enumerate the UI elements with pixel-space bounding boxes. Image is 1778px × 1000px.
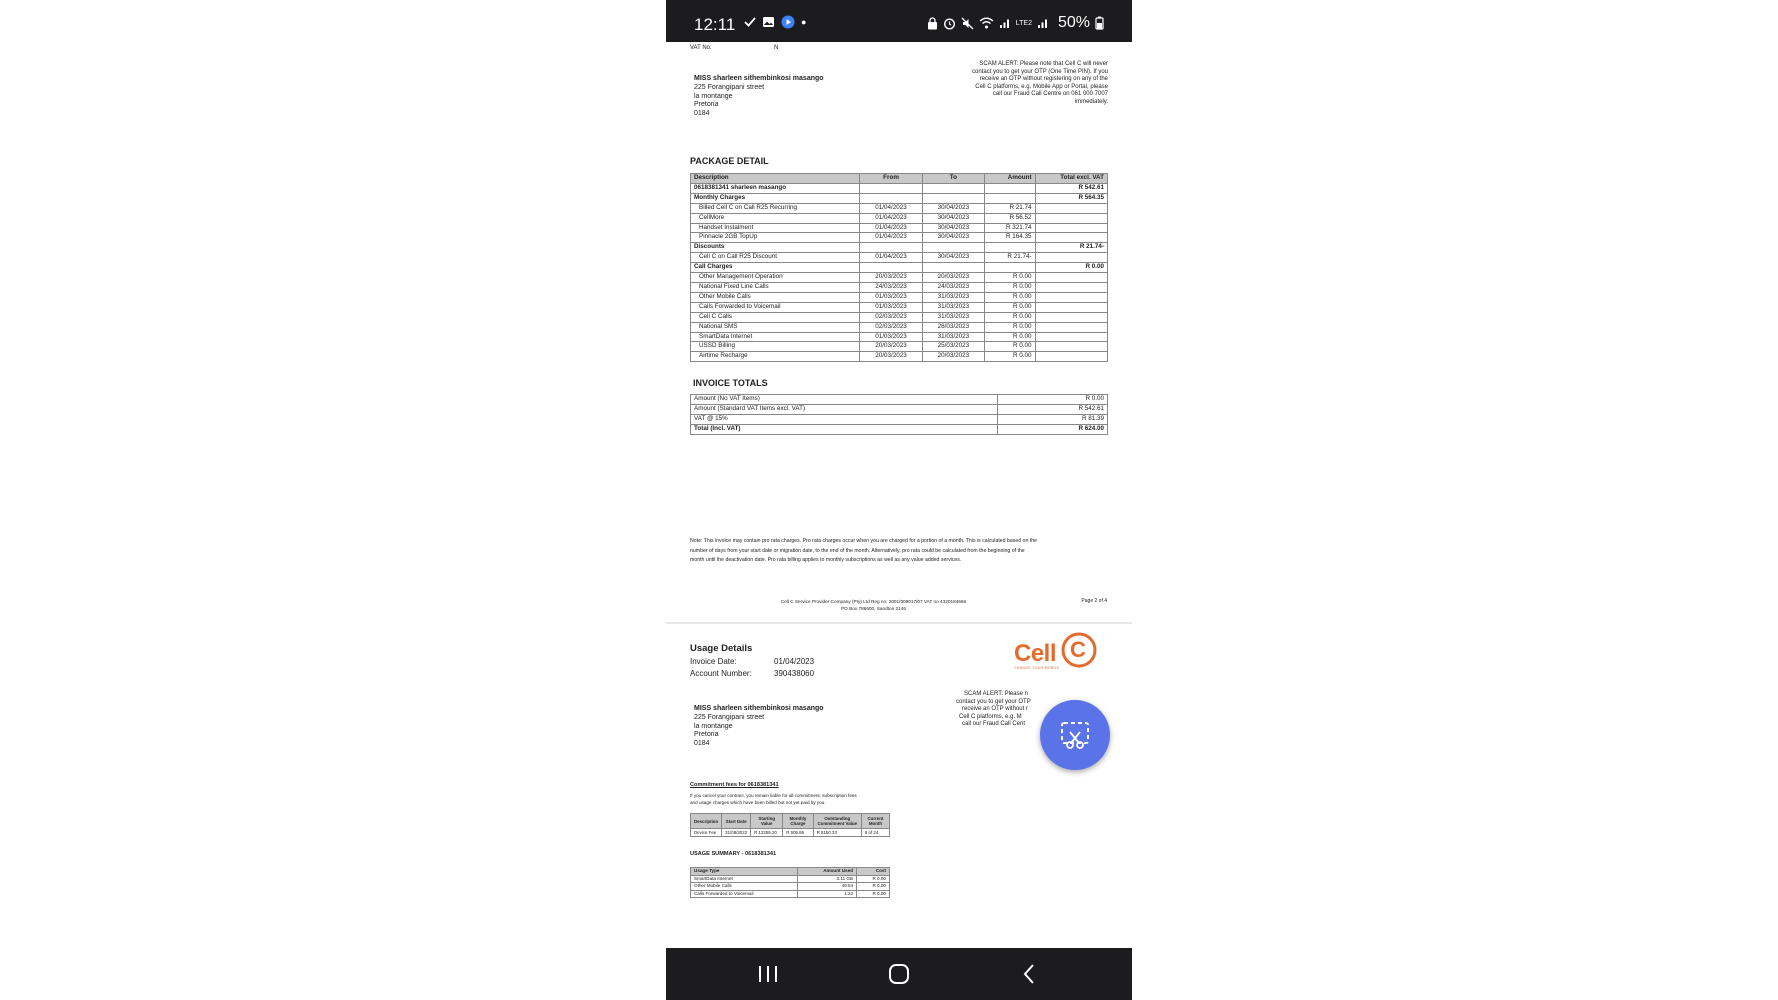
- account-number: 390438060: [774, 669, 815, 678]
- table-cell-to: 31/03/2023: [922, 312, 984, 322]
- col-header: Current Month: [861, 814, 889, 829]
- table-cell-from: 02/03/2023: [860, 312, 922, 322]
- totals-value: R 0.00: [998, 395, 1108, 405]
- commitment-line: and usage charges which have been billed but not yet paid by you.: [690, 799, 826, 805]
- commitment-line: If you cancel your contract, you remain liable for all commitment, subscription fees: [690, 793, 857, 798]
- table-cell-total: [1035, 273, 1107, 283]
- system-icons: [927, 14, 1104, 32]
- table-cell-total: R 21.74-: [1035, 243, 1107, 253]
- table-cell-to: 31/03/2023: [922, 332, 984, 342]
- home-button[interactable]: [879, 960, 919, 988]
- table-cell-from: 01/03/2023: [860, 302, 922, 312]
- table-cell-from: 20/03/2023: [860, 273, 922, 283]
- table-cell-total: [1035, 312, 1107, 322]
- table-cell-from: 01/03/2023: [860, 292, 922, 302]
- table-row: [691, 424, 1108, 434]
- table-cell-from: 24/03/2023: [860, 282, 922, 292]
- signal-icon-2: [1037, 17, 1049, 29]
- col-to: To: [922, 174, 984, 184]
- table-cell-to: 25/03/2023: [922, 342, 984, 352]
- table-cell-desc: Other Mobile Calls: [691, 292, 860, 302]
- table-row: [691, 203, 1108, 213]
- table-cell-from: 01/04/2023: [860, 213, 922, 223]
- col-header: Start Date: [722, 814, 751, 829]
- table-cell-total: [1035, 223, 1107, 233]
- table-cell-to: 31/03/2023: [922, 292, 984, 302]
- battery-icon: [1095, 16, 1104, 30]
- page-number: Page 2 of 4: [1081, 598, 1107, 604]
- table-cell-to: [922, 243, 984, 253]
- status-time: 12:11: [694, 15, 736, 34]
- table-cell-to: [922, 193, 984, 203]
- table-cell-to: 20/03/2023: [922, 352, 984, 362]
- table-cell-amount: [985, 263, 1036, 273]
- table-cell-to: 30/04/2023: [922, 233, 984, 243]
- table-cell-desc: Airtime Recharge: [691, 352, 860, 362]
- scam-alert-line: SCAM ALERT: Please n: [964, 691, 1028, 697]
- table-cell-total: R 564.35: [1035, 193, 1107, 203]
- customer-name: MISS sharleen sithembinkosi masango: [694, 705, 824, 712]
- table-cell-amount: R 0.00: [985, 273, 1036, 283]
- table-cell-to: 30/04/2023: [922, 213, 984, 223]
- table-row: [691, 223, 1108, 233]
- table-row: [691, 322, 1108, 332]
- table-row: [691, 292, 1108, 302]
- scam-alert-line: SCAM ALERT: Please note that Cell C will never: [979, 61, 1108, 67]
- note-line: month until the deactivation date. Pro rata billing applies to monthly subscriptions as well as any value added services.: [690, 557, 962, 563]
- table-cell-desc: Monthly Charges: [691, 193, 860, 203]
- customer-street: 225 Forangipani street: [694, 83, 765, 91]
- table-cell-desc: Call Charges: [691, 263, 860, 273]
- table-cell: Device Fee: [691, 829, 722, 837]
- table-cell-desc: National SMS: [691, 322, 860, 332]
- table-row: [691, 395, 1108, 405]
- table-cell: SmartData Internet: [691, 875, 798, 883]
- scam-alert-line: contact you to get your OTP (One Time PIN). If you: [972, 68, 1108, 75]
- table-cell-amount: R 0.00: [985, 282, 1036, 292]
- alarm-icon: [943, 17, 956, 30]
- logo-mark: C: [1070, 637, 1086, 662]
- customer-name: MISS sharleen sithembinkosi masango: [694, 75, 824, 82]
- table-cell-desc: Other Management Operation: [691, 273, 860, 283]
- table-row: [691, 233, 1108, 243]
- col-amount-used: Amount Used: [798, 868, 857, 876]
- scam-alert-line: call our Fraud Call Centre on 061 000 7007: [992, 91, 1108, 97]
- wifi-icon: [979, 17, 994, 29]
- screenshot-crop-icon: [1058, 718, 1092, 752]
- table-cell-desc: Billed Cell C on Call R25 Recurring: [691, 203, 860, 213]
- table-row: [691, 352, 1108, 362]
- totals-label: Amount (Standard VAT Items excl. VAT): [691, 404, 998, 414]
- signal-icon: [999, 17, 1011, 29]
- table-row: [691, 875, 890, 883]
- table-row: [691, 883, 890, 891]
- table-row: [691, 829, 890, 837]
- table-cell: 1:22: [798, 890, 857, 898]
- table-row: [691, 263, 1108, 273]
- table-cell-desc: Pinnacle 2GB TopUp: [691, 233, 860, 243]
- vat-value: N: [774, 45, 779, 51]
- table-cell-total: [1035, 342, 1107, 352]
- table-cell-desc: Discounts: [691, 243, 860, 253]
- table-cell-from: 20/03/2023: [860, 352, 922, 362]
- totals-label: Total (Incl. VAT): [691, 424, 998, 434]
- customer-city: Pretoria: [694, 731, 719, 739]
- scam-alert-line: call our Fraud Call Cent: [962, 721, 1026, 727]
- invoice-page-2: [666, 42, 1132, 627]
- customer-code: 0184: [694, 740, 710, 748]
- customer-address-2: [694, 705, 824, 749]
- table-row: [691, 282, 1108, 292]
- commitment-table: [690, 813, 890, 837]
- table-cell-desc: CellMore: [691, 213, 860, 223]
- table-cell-desc: SmartData Internet: [691, 332, 860, 342]
- table-cell-total: [1035, 352, 1107, 362]
- vat-label: VAT No:: [690, 45, 712, 51]
- table-cell-desc: Handset Instalment: [691, 223, 860, 233]
- table-row: [691, 253, 1108, 263]
- totals-value: R 81.39: [998, 414, 1108, 424]
- table-cell-desc: 0618381341 sharleen masango: [691, 183, 860, 193]
- table-cell-to: 31/03/2023: [922, 302, 984, 312]
- logo-tagline: CHANGE YOUR MOBILE: [1014, 666, 1060, 670]
- footer-company: Cell C Service Provider Company (Pty) Ltd Reg no: 2001/008017/07 VAT no 4320184666: [780, 599, 967, 604]
- gallery-icon: [762, 16, 775, 28]
- table-cell-amount: R 0.00: [985, 292, 1036, 302]
- invoice-date: 01/04/2023: [774, 657, 815, 666]
- recent-apps-button[interactable]: [748, 960, 788, 988]
- table-cell: Other Mobile Calls: [691, 883, 798, 891]
- table-cell-to: 20/03/2023: [922, 273, 984, 283]
- phone-screen: [666, 0, 1132, 1000]
- mute-icon: [961, 17, 974, 30]
- table-cell-total: [1035, 253, 1107, 263]
- table-cell-total: [1035, 322, 1107, 332]
- scam-alert-line: immediately.: [1074, 98, 1108, 105]
- table-cell-desc: National Fixed Line Calls: [691, 282, 860, 292]
- table-cell-amount: [985, 193, 1036, 203]
- scam-alert-line: contact you to get your OTP: [956, 698, 1031, 705]
- table-cell-amount: R 321.74: [985, 223, 1036, 233]
- note-line: number of days from your start date or migration date, to the end of the month. Alternatively, pro rata could be calculated from the beginning of the: [690, 547, 1025, 554]
- table-header-row: [691, 814, 890, 829]
- table-row: [691, 332, 1108, 342]
- table-row: [691, 243, 1108, 253]
- pro-rata-note: [690, 537, 1100, 566]
- table-cell-amount: R 0.00: [985, 332, 1036, 342]
- totals-label: Amount (No VAT Items): [691, 395, 998, 405]
- table-row: [691, 193, 1108, 203]
- col-header: Monthly Charge: [783, 814, 813, 829]
- customer-street: 225 Forangipani street: [694, 713, 765, 721]
- table-row: [691, 183, 1108, 193]
- table-cell-total: [1035, 203, 1107, 213]
- table-cell-to: 26/03/2023: [922, 322, 984, 332]
- table-cell-desc: USSD Billing: [691, 342, 860, 352]
- invoice-meta: [690, 656, 814, 680]
- table-cell-total: R 0.00: [1035, 263, 1107, 273]
- col-header: Description: [691, 814, 722, 829]
- table-row: [691, 302, 1108, 312]
- table-cell: R 8150.33: [813, 829, 861, 837]
- scam-alert: [933, 61, 1108, 106]
- table-cell-to: [922, 263, 984, 273]
- package-detail-table: [690, 173, 1108, 362]
- col-usage-type: Usage Type: [691, 868, 798, 876]
- recent-apps-icon: [757, 964, 779, 984]
- table-cell-from: 01/04/2023: [860, 203, 922, 213]
- col-header: Starting Value: [751, 814, 783, 829]
- invoice-page-3: [666, 627, 1132, 948]
- document-viewer[interactable]: [666, 42, 1132, 948]
- usage-summary-table: [690, 867, 890, 898]
- play-icon: [781, 15, 795, 29]
- table-row: [691, 890, 890, 898]
- battery-percent: 50%: [1057, 14, 1090, 31]
- account-number-label: Account Number:: [690, 669, 752, 678]
- table-cell-amount: R 21.74: [985, 203, 1036, 213]
- table-cell-amount: R 21.74-: [985, 253, 1036, 263]
- table-cell-from: [860, 263, 922, 273]
- table-cell: R 505.96: [783, 829, 813, 837]
- lock-icon: [927, 17, 938, 30]
- col-cost: Cost: [857, 868, 890, 876]
- table-cell-from: [860, 243, 922, 253]
- table-cell-from: 01/04/2023: [860, 253, 922, 263]
- scam-alert-line: Cell C platforms, e.g. M: [959, 713, 1022, 720]
- table-cell-from: 20/03/2023: [860, 342, 922, 352]
- totals-value: R 624.00: [998, 424, 1108, 434]
- footer-po-box: PO Box 786600, Sandton 2146: [841, 606, 906, 611]
- scam-alert-line: receive an OTP without r: [962, 706, 1028, 712]
- table-cell-amount: [985, 183, 1036, 193]
- table-cell: R 0.00: [857, 875, 890, 883]
- table-cell-total: [1035, 302, 1107, 312]
- customer-code: 0184: [694, 110, 710, 118]
- commitment-heading: Commitment fees for 0618381341: [690, 782, 779, 788]
- table-header-row: [691, 868, 890, 876]
- table-row: [691, 414, 1108, 424]
- col-from: From: [860, 174, 922, 184]
- table-cell-from: [860, 193, 922, 203]
- table-cell-to: 24/03/2023: [922, 282, 984, 292]
- table-cell-total: [1035, 213, 1107, 223]
- table-cell-amount: [985, 243, 1036, 253]
- totals-label: VAT @ 15%: [691, 414, 998, 424]
- table-row: [691, 404, 1108, 414]
- scam-alert-line: Cell C platforms, e.g. Mobile App or Portal, please: [975, 83, 1108, 90]
- invoice-totals-heading: INVOICE TOTALS: [693, 378, 768, 388]
- table-cell-from: 01/04/2023: [860, 233, 922, 243]
- home-icon: [888, 963, 910, 985]
- more-notifications-icon: ●: [801, 17, 807, 27]
- customer-address: [694, 75, 824, 119]
- logo-text: Cell: [1014, 640, 1057, 667]
- table-cell-amount: R 0.00: [985, 322, 1036, 332]
- scam-alert-line: receive an OTP without registering on any of the: [979, 76, 1108, 82]
- table-row: [691, 273, 1108, 283]
- table-cell-amount: R 0.00: [985, 302, 1036, 312]
- table-cell-to: 30/04/2023: [922, 223, 984, 233]
- smart-select-button[interactable]: [1040, 700, 1110, 770]
- table-cell-total: [1035, 332, 1107, 342]
- note-line: Note: This invoice may contain pro rata charges. Pro rata charges occur when you are charged for a portion of a month. This is calculated based on the: [690, 538, 1037, 544]
- page-divider: [666, 622, 1132, 624]
- table-cell-total: [1035, 292, 1107, 302]
- table-cell-total: [1035, 233, 1107, 243]
- table-cell-amount: R 56.52: [985, 213, 1036, 223]
- usage-details-title: Usage Details: [690, 643, 753, 654]
- usage-summary-heading: USAGE SUMMARY - 0618381341: [690, 851, 777, 857]
- table-cell-desc: Cell C Calls: [691, 312, 860, 322]
- table-cell-amount: R 0.00: [985, 342, 1036, 352]
- table-cell-amount: R 164.35: [985, 233, 1036, 243]
- company-footer: [726, 598, 1021, 612]
- invoice-totals-table: [690, 394, 1108, 435]
- table-cell-amount: R 0.00: [985, 312, 1036, 322]
- status-bar: [666, 0, 1132, 42]
- table-cell-from: 02/03/2023: [860, 322, 922, 332]
- invoice-date-label: Invoice Date:: [690, 657, 737, 666]
- col-total: Total excl. VAT: [1035, 174, 1107, 184]
- table-row: [691, 213, 1108, 223]
- package-detail-body: [691, 183, 1108, 361]
- navigation-bar: [666, 948, 1132, 1000]
- commitment-text: [690, 793, 857, 806]
- table-cell-total: R 542.61: [1035, 183, 1107, 193]
- table-cell-desc: Cell C on Call R25 Discount: [691, 253, 860, 263]
- col-amount: Amount: [985, 174, 1036, 184]
- customer-area: la montange: [694, 722, 733, 730]
- table-cell: R 0.00: [857, 890, 890, 898]
- package-detail-heading: PACKAGE DETAIL: [690, 156, 769, 166]
- table-cell: 3.11 GB: [798, 875, 857, 883]
- table-cell-from: 01/04/2023: [860, 223, 922, 233]
- table-cell-desc: Calls Forwarded to Voicemail: [691, 302, 860, 312]
- customer-area: la montange: [694, 92, 733, 100]
- back-button[interactable]: [1009, 960, 1049, 988]
- notification-icons: [744, 15, 806, 29]
- table-row: [691, 312, 1108, 322]
- invoice-totals-body: [691, 395, 1108, 435]
- table-cell: 31/08/2022: [722, 829, 751, 837]
- customer-city: Pretoria: [694, 101, 719, 109]
- table-cell-to: [922, 183, 984, 193]
- network-label: LTE2: [1015, 19, 1032, 27]
- table-cell-amount: R 0.00: [985, 352, 1036, 362]
- check-icon: [744, 16, 756, 28]
- table-cell: 49:54: [798, 883, 857, 891]
- table-cell: R 12259.20: [751, 829, 783, 837]
- table-row: [691, 342, 1108, 352]
- cellc-logo: [1012, 629, 1102, 673]
- back-icon: [1022, 963, 1036, 985]
- table-header-row: [691, 174, 1108, 184]
- col-description: Description: [691, 174, 860, 184]
- col-header: Outstanding Commitment Value: [813, 814, 861, 829]
- totals-value: R 542.61: [998, 404, 1108, 414]
- table-cell: 8 of 24: [861, 829, 889, 837]
- usage-summary-body: [691, 875, 890, 898]
- table-cell-to: 30/04/2023: [922, 203, 984, 213]
- table-cell: R 0.00: [857, 883, 890, 891]
- table-cell: Calls Forwarded to Voicemail: [691, 890, 798, 898]
- table-cell-to: 30/04/2023: [922, 253, 984, 263]
- table-cell-from: 01/03/2023: [860, 332, 922, 342]
- table-cell-total: [1035, 282, 1107, 292]
- table-cell-from: [860, 183, 922, 193]
